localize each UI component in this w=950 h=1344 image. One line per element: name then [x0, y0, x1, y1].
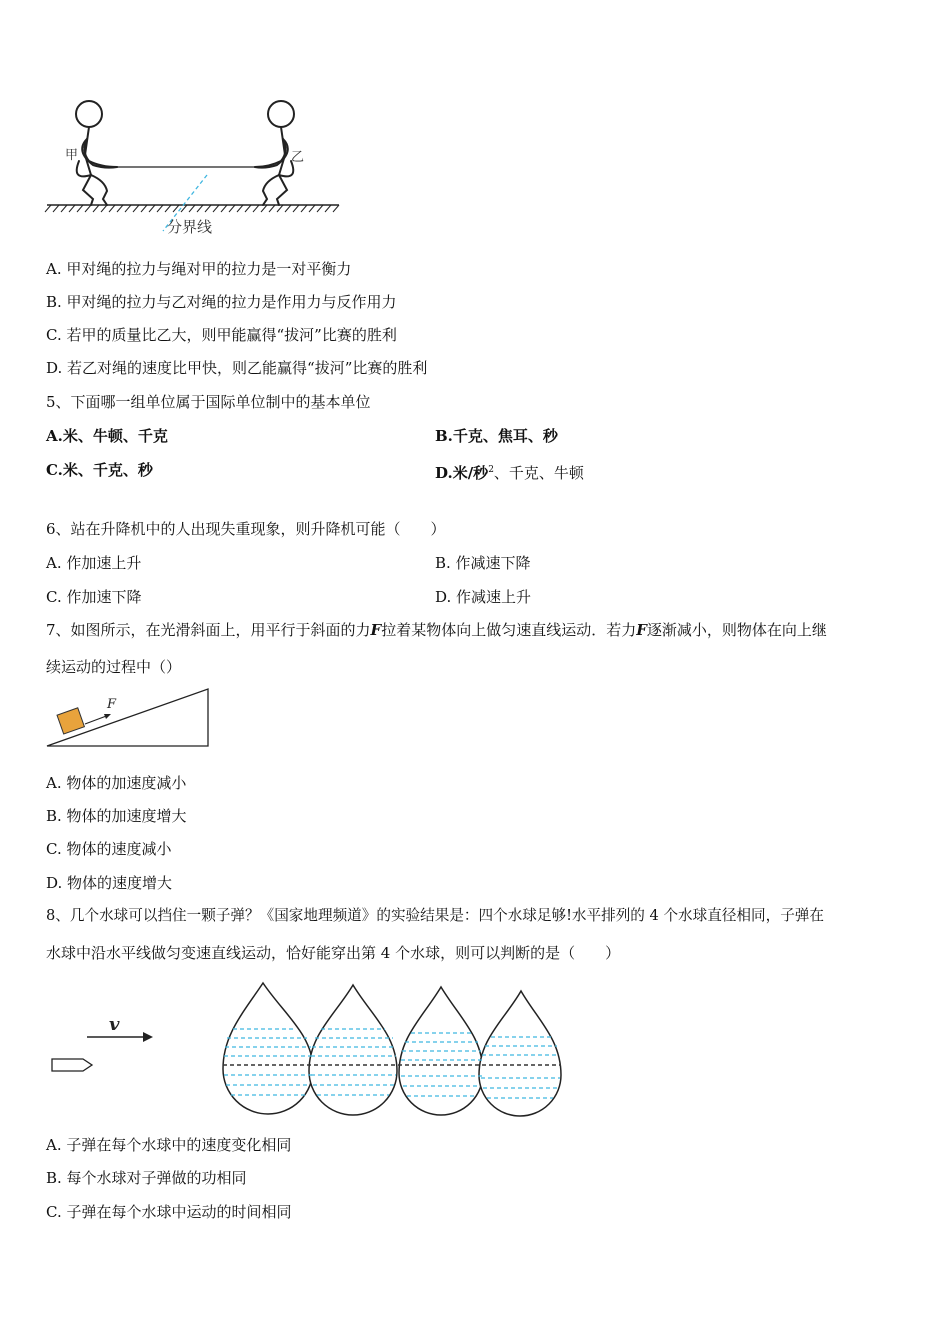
- q5-d-sup: 2: [488, 465, 494, 475]
- q7-stem-2: 拉着某物体向上做匀速直线运动．若力: [381, 621, 637, 639]
- q7-option-c: C. 物体的速度减小: [46, 840, 172, 858]
- q8-option-b: B. 每个水球对子弹做的功相同: [46, 1169, 247, 1187]
- q4-option-a: A. 甲对绳的拉力与绳对甲的拉力是一对平衡力: [46, 260, 352, 278]
- q5-a-text: A.米、牛顿、千克: [46, 427, 168, 445]
- label-jia: 甲: [65, 148, 79, 163]
- q8-stem-line2: 水球中沿水平线做匀变速直线运动，恰好能穿出第 4 个水球，则可以判断的是（ ）: [46, 944, 621, 962]
- q5-option-a: [46, 426, 168, 446]
- tug-of-war-figure: [45, 95, 345, 245]
- q6-option-c: C. 作加速下降: [46, 588, 142, 606]
- q5-c-text: C.米、千克、秒: [46, 461, 153, 479]
- q4-option-c: C. 若甲的质量比乙大，则甲能赢得“拔河”比赛的胜利: [46, 326, 397, 344]
- q7-option-d: D. 物体的速度增大: [46, 874, 173, 892]
- q6-option-d: D. 作减速上升: [435, 588, 532, 606]
- q7-option-a: A. 物体的加速度减小: [46, 774, 187, 792]
- person-jia: [76, 101, 117, 205]
- q5-option-d: [435, 460, 584, 483]
- q8-stem-line1: 8、几个水球可以挡住一颗子弹？《国家地理频道》的实验结果是：四个水球足够!水平排列的 4 个水球直径相同，子弹在: [46, 907, 824, 924]
- q4-option-b: B. 甲对绳的拉力与乙对绳的拉力是作用力与反作用力: [46, 293, 397, 311]
- q6-stem: 6、站在升降机中的人出现失重现象，则升降机可能（ ）: [46, 520, 446, 538]
- q7-option-b: B. 物体的加速度增大: [46, 807, 187, 825]
- q8-option-a: A. 子弹在每个水球中的速度变化相同: [46, 1136, 292, 1154]
- q7-stem-1: 7、如图所示，在光滑斜面上，用平行于斜面的力: [46, 621, 371, 639]
- water-balloon-4: [479, 991, 561, 1116]
- q7-stem-3: 逐渐减小，则物体在向上继: [646, 621, 827, 639]
- q5-stem: 5、下面哪一组单位属于国际单位制中的基本单位: [46, 393, 371, 411]
- q7-force-symbol-2: F: [636, 621, 647, 639]
- label-boundary: 分界线: [167, 218, 213, 236]
- force-label: F: [107, 697, 117, 712]
- water-balloon-1: [223, 983, 313, 1114]
- incline-figure: [45, 686, 215, 752]
- q5-b-text: B.千克、焦耳、秒: [435, 427, 558, 445]
- q6-option-b: B. 作减速下降: [435, 554, 531, 572]
- q5-d-post: 、千克、牛顿: [493, 464, 584, 482]
- q5-option-c: [46, 460, 153, 480]
- q5-d-pre: D.米/秒: [435, 464, 489, 482]
- q5-option-b: [435, 426, 558, 446]
- person-yi: [255, 101, 294, 205]
- label-yi: 乙: [291, 150, 305, 165]
- block: [57, 708, 84, 734]
- water-balloons-figure: [45, 977, 565, 1122]
- q7-force-symbol-1: F: [370, 621, 382, 639]
- q6-option-a: A. 作加速上升: [46, 554, 142, 572]
- q7-stem-line1: [46, 620, 827, 640]
- q7-stem-line2: 续运动的过程中（）: [46, 658, 182, 676]
- bullet: [52, 1059, 92, 1071]
- q8-option-c: C. 子弹在每个水球中运动的时间相同: [46, 1203, 292, 1221]
- q4-option-d: D. 若乙对绳的速度比甲快，则乙能赢得“拔河”比赛的胜利: [46, 359, 428, 377]
- velocity-label: v: [109, 1014, 120, 1035]
